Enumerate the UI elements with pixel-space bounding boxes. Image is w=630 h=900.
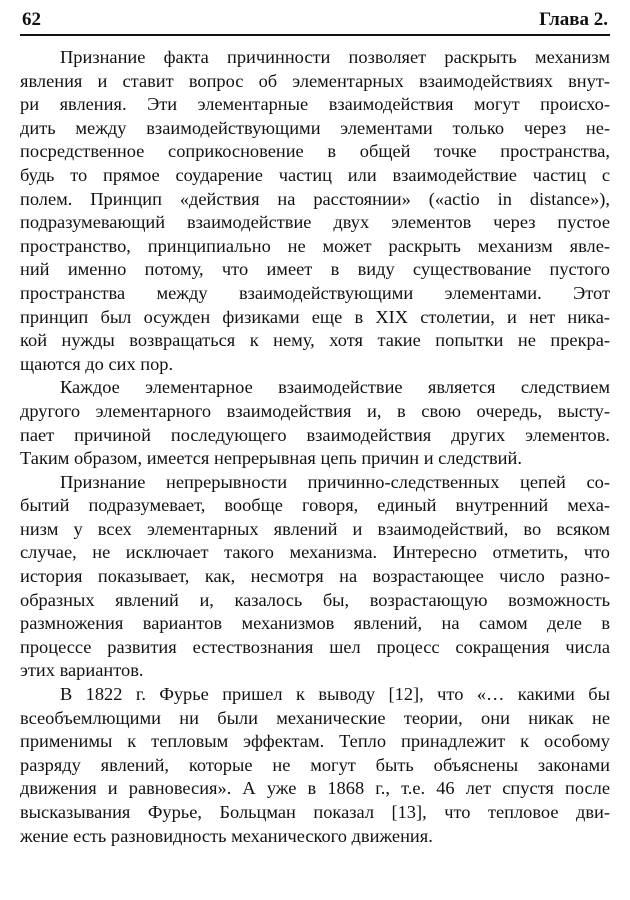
text-line: высказывания Фурье, Больцман показал [13], что тепловое дви-	[20, 802, 610, 822]
text-line: посредственное соприкосновение в общей точке пространства,	[20, 141, 610, 162]
text-line: ри явления. Эти элементарные взаимодействия могут происхо-	[20, 94, 610, 115]
text-line: движения и равновесия». А уже в 1868 г., т.е. 46 лет спустя после	[20, 778, 610, 799]
text-line: низм у всех элементарных явлений и взаимодействий, во всяком	[20, 518, 610, 539]
text-line: Таким образом, имеется непрерывная цепь причин и следствий.	[20, 448, 522, 469]
text-line: Признание непрерывности причинно-следственных цепей со-	[60, 471, 610, 492]
text-line: применимы к тепловым эффектам. Тепло принадлежит к особому	[20, 731, 610, 752]
text-line: будь то прямое соударение частиц или взаимодействие частиц с	[20, 164, 610, 185]
text-line: щаются до сих пор.	[20, 353, 174, 374]
text-line: этих вариантов.	[20, 660, 144, 681]
text-line: кой нужды возвращаться к нему, хотя такие попытки не прекра-	[20, 330, 610, 351]
text-line: другого элементарного взаимодействия и, в свою очередь, высту-	[20, 400, 610, 421]
text-line: жение есть разновидность механического движения.	[20, 825, 433, 846]
body-text	[20, 46, 610, 848]
text-line: образных явлений и, казалось бы, возрастающую возможность	[20, 589, 610, 610]
running-head	[20, 8, 610, 36]
text-line: процессе развития естествознания шел процесс сокращения числа	[20, 636, 610, 657]
text-line: дить между взаимодействующими элементами только через не-	[20, 117, 610, 138]
paragraph	[20, 471, 610, 683]
text-line: всеобъемлющими ни были механические теории, они никак не	[20, 707, 610, 728]
text-line: пространства между взаимодействующими элементами. Этот	[20, 282, 610, 303]
text-line: В 1822 г. Фурье пришел к выводу [12], что «… какими бы	[60, 684, 610, 705]
text-line: размножения вариантов механизмов явлений, на самом деле в	[20, 613, 610, 634]
text-line: разряду явлений, которые не могут быть объяснены законами	[20, 754, 610, 775]
text-line: ний именно потому, что имеет в виду существование пустого	[20, 259, 610, 280]
text-line: бытий подразумевает, вообще говоря, единый внутренний меха-	[20, 495, 610, 516]
text-line: явления и ставит вопрос об элементарных взаимодействиях внут-	[20, 70, 610, 91]
text-line: история показывает, как, несмотря на возрастающее число разно-	[20, 566, 610, 587]
paragraph	[20, 683, 610, 848]
text-line: подразумевающий взаимодействие двух элементов через пустое	[20, 212, 610, 233]
chapter-title: Глава 2.	[539, 9, 608, 30]
text-line: случае, не исключает такого механизма. Интересно отметить, что	[20, 542, 610, 563]
text-line: пространство, принципиально не может раскрыть механизм явле-	[20, 235, 610, 256]
text-line: полем. Принцип «действия на расстоянии» («actio in distance»),	[20, 188, 610, 209]
text-line: Признание факта причинности позволяет раскрыть механизм	[60, 47, 610, 67]
paragraph	[20, 46, 610, 376]
text-line: пает причиной последующего взаимодействия других элементов.	[20, 424, 610, 445]
text-line: принцип был осужден физиками еще в XIX столетии, и нет ника-	[20, 306, 610, 327]
paragraph	[20, 376, 610, 470]
page-number: 62	[22, 9, 41, 30]
text-line: Каждое элементарное взаимодействие является следствием	[60, 377, 610, 398]
